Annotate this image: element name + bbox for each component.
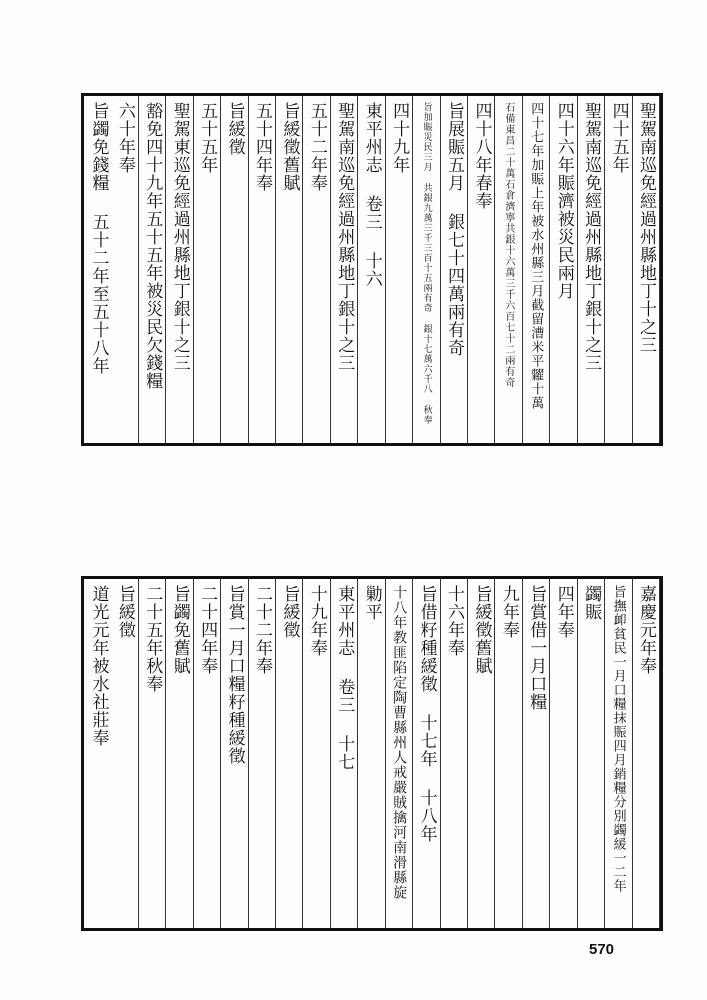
text-column [633,579,660,928]
column-text: 四十八年春奉 [471,102,492,210]
column-text: 四十七年加賑上年被水州縣三月截留漕米平糶十萬 [528,102,544,410]
column-text: 蠲賑 [581,585,602,621]
text-column [468,96,495,443]
text-column [633,96,660,443]
column-text: 二十二年奉 [252,585,272,675]
column-text: 旨加賑災民三月 共銀九萬三千三百十五兩有奇 銀十七萬六千八 秋奉 [421,102,432,425]
column-text: 四十六年賑濟被災民兩月 [553,102,574,300]
text-column [166,96,193,443]
text-column [84,96,111,443]
column-text: 十八年教匪陷定陶曹縣州人戒嚴賊擒河南滑縣旋 [391,585,408,900]
text-column [441,579,468,928]
column-text: 勦平 [361,585,382,621]
column-text: 旨緩徵 [224,102,245,156]
column-text: 五十二年奉 [306,102,327,192]
bottom-page-frame [81,576,663,931]
text-column [303,579,330,928]
text-column [523,96,550,443]
column-text: 五十五年 [197,102,218,174]
column-text: 五十四年奉 [252,102,272,192]
column-text: 旨賞一月口糧籽種緩徵 [224,585,245,765]
column-text: 旨蠲免錢糧 五十二年至五十八年 [88,102,109,375]
column-text: 十九年奉 [306,585,327,657]
text-column [495,96,522,443]
column-text: 四十五年 [608,102,629,174]
text-column [413,96,440,443]
text-column [550,96,577,443]
column-text: 聖駕東巡免經過州縣地丁銀十之三 [169,102,190,372]
text-column [441,96,468,443]
column-text: 旨展賑五月 銀七十四萬兩有奇 [444,102,464,357]
text-column [139,579,166,928]
text-column [578,579,605,928]
top-page-frame [81,93,663,446]
text-column [578,96,605,443]
column-text: 豁免四十九年五十五年被災民欠錢糧 [142,102,163,390]
text-column [221,96,248,443]
text-column [194,579,221,928]
text-column [358,579,385,928]
text-column [550,579,577,928]
column-text: 旨緩徵 [279,585,300,639]
text-column [495,579,522,928]
text-column [111,579,138,928]
text-column [523,579,550,928]
text-column [358,96,385,443]
text-column [221,579,248,928]
column-text: 二十四年奉 [197,585,218,675]
text-column [331,96,358,443]
page-number: 570 [589,941,615,958]
text-column [139,96,166,443]
column-text: 東平州志 卷三 十七 [334,585,355,771]
column-text: 旨撫卹貧民一月口糧抹賑四月銷糧分別蠲緩一二年 [610,585,626,893]
text-column [605,96,632,443]
text-column [605,579,632,928]
column-text: 旨緩徵舊賦 [279,102,300,192]
text-column [386,96,413,443]
column-text: 旨蠲免舊賦 [169,585,190,675]
column-text: 道光元年被水社莊奉 [88,585,109,747]
text-column [249,579,276,928]
column-text: 九年奉 [498,585,519,639]
column-text: 聖駕南巡免經過州縣地丁銀十之三 [334,102,355,372]
text-column [166,579,193,928]
text-column [111,96,138,443]
column-text: 旨緩徵 [114,585,135,639]
column-text: 旨借籽種緩徵 十七年 十八年 [416,585,437,843]
column-text: 六十年奉 [114,102,135,174]
column-text: 四十九年 [389,102,410,174]
column-text: 旨緩徵舊賦 [471,585,492,675]
text-column [194,96,221,443]
text-column [386,579,413,928]
column-text: 石備東昌二十萬石倉濟寧共銀十六萬三千六百七十二兩有奇 [502,102,514,388]
column-text: 聖駕南巡免經過州縣地丁十之三 [636,102,656,354]
column-text: 聖駕南巡免經過州縣地丁銀十之三 [581,102,602,372]
column-text: 東平州志 卷三 十六 [361,102,382,288]
text-column [331,579,358,928]
column-text: 十六年奉 [444,585,464,657]
column-text: 二十五年秋奉 [142,585,163,693]
text-column [276,96,303,443]
column-text: 四年奉 [553,585,574,639]
text-column [84,579,111,928]
column-text: 旨賞借一月口糧 [526,585,547,711]
text-column [276,579,303,928]
text-column [303,96,330,443]
text-column [413,579,440,928]
text-column [468,579,495,928]
text-column [249,96,276,443]
column-text: 嘉慶元年奉 [636,585,656,675]
